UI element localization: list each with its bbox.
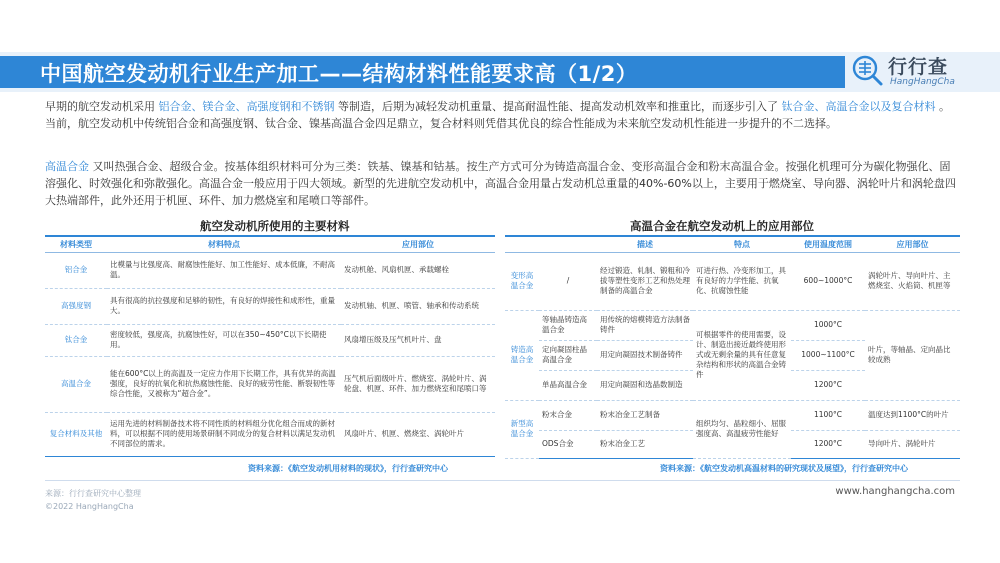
material-feature: 比模量与比强度高、耐腐蚀性能好、加工性能好、成本低廉，不耐高温。 <box>107 252 341 288</box>
group-name: 铸造高温合金 <box>505 310 539 400</box>
intro-paragraph-superalloy <box>45 158 960 209</box>
material-type: 钛合金 <box>45 324 107 356</box>
column-header: 材料类型 <box>45 236 107 252</box>
description: 经过锻造、轧制、锻粗和冷拔等塑性变形工艺和热处理制备的高温合金 <box>597 252 693 310</box>
table-header-row <box>45 236 495 252</box>
table-header-row <box>505 236 960 252</box>
brand-logo <box>850 50 970 92</box>
sub-type: 单晶高温合金 <box>539 370 597 400</box>
footer-divider <box>45 480 960 481</box>
superalloy-text: 又叫热强合金、超级合金。按基体组织材料可分为三类：铁基、镍基和钴基。按生产方式可分为铸造高温合金、变形高温合金和粉末高温合金。按强化机理可分为碳化物强化、固溶强化、时效强化和弥散强化。高温合金一般应用于四大领域。新型的先进航空发动机中，高温合金用量占发动机总重量的40%-60%以上，主要用于燃烧室、导向器、涡轮叶片和涡轮盘四大热端部件，此外还用于机匣、环件、加力燃烧室和尾喷口等部件。 <box>45 160 956 207</box>
description: 用定向凝固技术制备铸件 <box>597 340 693 370</box>
intro-text: 。当前，航空发动机中传统铝合金和高强度钢、钛合金、镍基高温合金四足鼎立，复合材料则凭借其优良的综合性能成为未来航空发动机性能进一步提升的不二选择。 <box>45 100 950 130</box>
application: 温度达到1100°C的叶片 <box>865 400 960 430</box>
application: 叶片，等轴晶、定向晶比较成熟 <box>865 310 960 400</box>
column-header: 材料特点 <box>107 236 341 252</box>
logo-name: 行行查 <box>888 56 949 78</box>
material-application: 风扇增压级及压气机叶片、盘 <box>341 324 495 356</box>
table-row <box>45 324 495 356</box>
table-row <box>45 252 495 288</box>
superalloy-application-table <box>505 235 960 459</box>
highlight-new-materials: 钛合金、高温合金以及复合材料 <box>781 100 936 113</box>
material-application: 压气机后面级叶片、燃烧室、涡轮叶片、涡轮盘、机匣、环件、加力燃烧室和尾喷口等 <box>341 356 495 412</box>
material-application: 发动机舱、风扇机匣、承载螺栓 <box>341 252 495 288</box>
column-header: 应用部位 <box>865 236 960 252</box>
material-feature: 运用先进的材料制备技术将不同性质的材料组分优化组合而成的新材料，可以根据不同的使用场景研制不同成分的复合材料以满足发动机不同部位的需求。 <box>107 412 341 456</box>
material-feature: 具有很高的抗拉强度和足够的韧性，有良好的焊接性和成形性，重量大。 <box>107 288 341 324</box>
material-feature: 密度较低，强度高，抗腐蚀性好，可以在350~450°C以下长期使用。 <box>107 324 341 356</box>
feature: 可进行热、冷变形加工，具有良好的力学性能、抗氧化、抗腐蚀性能 <box>693 252 791 310</box>
temperature-range: 1000°C <box>791 310 865 340</box>
page-title: 中国航空发动机行业生产加工——结构材料性能要求高（1/2） <box>40 62 638 86</box>
table2-title: 高温合金在航空发动机上的应用部位 <box>630 219 814 233</box>
table-row <box>45 412 495 456</box>
column-header <box>505 236 597 252</box>
intro-paragraph-materials <box>45 98 960 132</box>
materials-table <box>45 235 495 457</box>
column-header: 应用部位 <box>341 236 495 252</box>
application: 导向叶片、涡轮叶片 <box>865 430 960 458</box>
footer-copyright: ©2022 HangHangCha <box>45 502 134 511</box>
table-row <box>505 310 960 340</box>
material-type: 高温合金 <box>45 356 107 412</box>
column-header: 特点 <box>693 236 791 252</box>
material-type: 高强度钢 <box>45 288 107 324</box>
logo-subtitle: HangHangCha <box>890 77 955 87</box>
footer-credits <box>45 487 141 513</box>
feature: 组织均匀、晶粒细小、屈服强度高、高温疲劳性能好 <box>693 400 791 458</box>
temperature-range: 1200°C <box>791 430 865 458</box>
group-name: 变形高温合金 <box>505 252 539 310</box>
material-application: 风扇叶片、机匣、燃烧室、涡轮叶片 <box>341 412 495 456</box>
temperature-range: 1000~1100°C <box>791 340 865 370</box>
table1-source: 资料来源：《航空发动机用材料的现状》，行行查研究中心 <box>248 464 448 473</box>
intro-text: 等制造，后期为减轻发动机重量、提高耐温性能、提高发动机效率和推重比，而逐步引入了 <box>334 100 782 113</box>
table-row <box>505 252 960 310</box>
feature: 可根据零件的使用需要，设计、制造出接近最终使用形式或无剩余量的具有任意复杂结构和形状的高温合金铸件 <box>693 310 791 400</box>
table2-source: 资料来源：《航空发动机高温材料的研究现状及展望》，行行查研究中心 <box>660 464 908 473</box>
highlight-superalloy: 高温合金 <box>45 160 89 173</box>
application: 涡轮叶片、导向叶片、主燃烧室、火焰筒、机匣等 <box>865 252 960 310</box>
magnifier-grid-logo-icon <box>850 53 884 87</box>
sub-type: ODS合金 <box>539 430 597 458</box>
sub-type: 等轴晶铸造高温合金 <box>539 310 597 340</box>
material-type: 复合材料及其他 <box>45 412 107 456</box>
footer-website-link[interactable]: www.hanghangcha.com <box>835 486 955 497</box>
temperature-range: 1100°C <box>791 400 865 430</box>
temperature-range: 1200°C <box>791 370 865 400</box>
description: 用定向凝固和选晶数制造 <box>597 370 693 400</box>
group-name: 新型高温合金 <box>505 400 539 458</box>
material-feature: 能在600°C以上的高温及一定应力作用下长期工作，具有优异的高温强度，良好的抗氧化和抗热腐蚀性能、良好的疲劳性能、断裂韧性等综合性能，又被称为“超合金”。 <box>107 356 341 412</box>
sub-type: / <box>539 252 597 310</box>
sub-type: 粉末合金 <box>539 400 597 430</box>
table1-title: 航空发动机所使用的主要材料 <box>200 219 350 233</box>
material-application: 发动机轴、机匣、喷管、轴承和传动系统 <box>341 288 495 324</box>
sub-type: 定向凝固柱晶高温合金 <box>539 340 597 370</box>
temperature-range: 600~1000°C <box>791 252 865 310</box>
highlight-early-materials: 铝合金、镁合金、高强度钢和不锈钢 <box>158 100 335 113</box>
column-header: 描述 <box>597 236 693 252</box>
table-row <box>45 288 495 324</box>
footer-source: 来源：行行查研究中心整理 <box>45 489 141 498</box>
description: 粉末冶金工艺制备 <box>597 400 693 430</box>
intro-text: 早期的航空发动机采用 <box>45 100 159 113</box>
description: 粉末冶金工艺 <box>597 430 693 458</box>
table-row <box>45 356 495 412</box>
description: 用传统的熔模铸造方法制备铸件 <box>597 310 693 340</box>
table-row <box>505 400 960 430</box>
material-type: 铝合金 <box>45 252 107 288</box>
column-header: 使用温度范围 <box>791 236 865 252</box>
